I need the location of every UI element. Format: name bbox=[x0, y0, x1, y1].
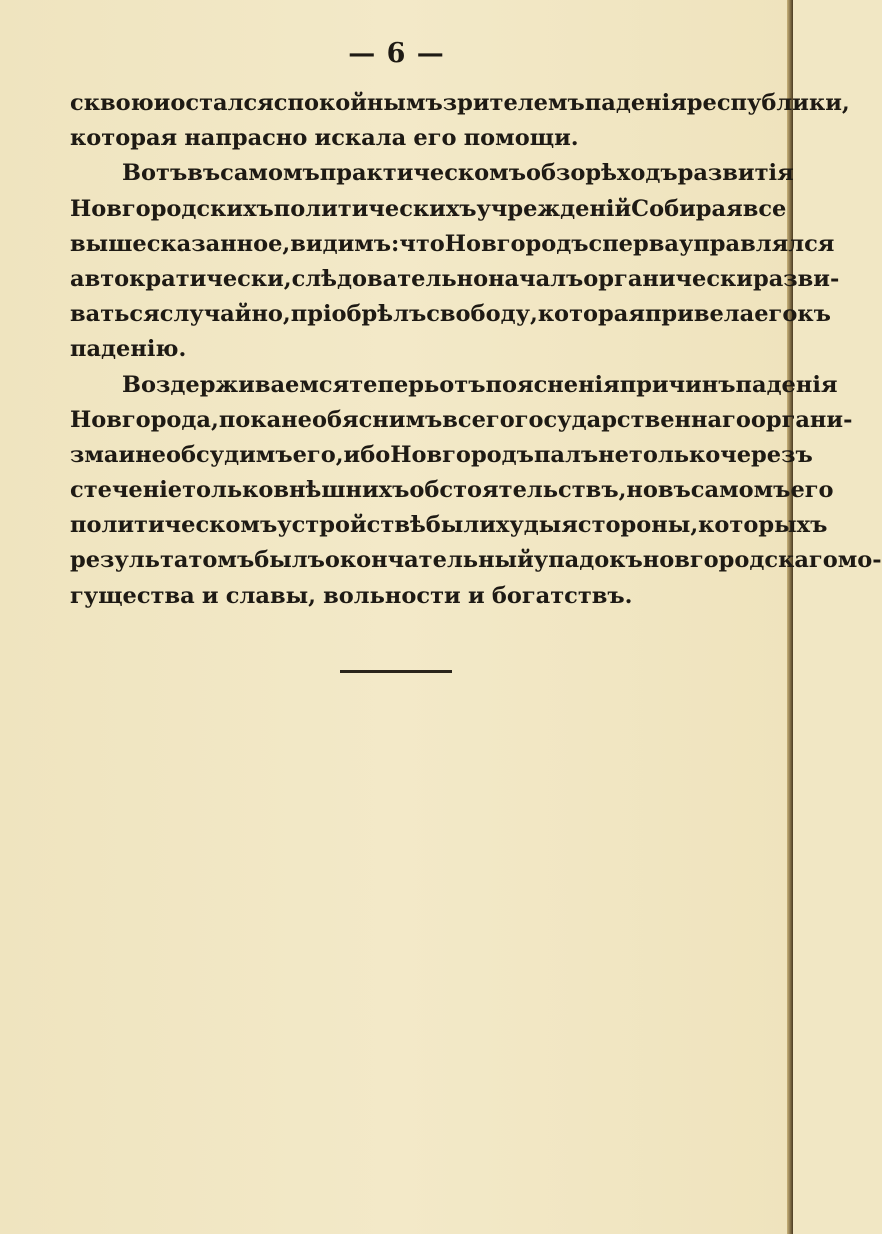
word: привела bbox=[644, 301, 755, 328]
word: вольности bbox=[323, 582, 461, 609]
word: стеченіе bbox=[70, 477, 183, 504]
text-line bbox=[70, 403, 853, 438]
word: и bbox=[153, 90, 171, 116]
word: слѣдовательно bbox=[291, 265, 489, 292]
word: самомъ bbox=[690, 477, 791, 504]
word: сквою bbox=[70, 90, 154, 116]
word: богатствъ. bbox=[491, 582, 633, 609]
word: практическомъ bbox=[319, 160, 526, 187]
word: обсудимъ bbox=[165, 441, 293, 468]
word: самомъ bbox=[220, 160, 320, 187]
word: политическихъ bbox=[273, 195, 477, 222]
word: Новгородъ bbox=[390, 441, 534, 468]
word: его bbox=[754, 301, 798, 328]
body-text bbox=[70, 86, 882, 614]
word: черезъ bbox=[720, 441, 813, 468]
word: былъ bbox=[254, 547, 325, 574]
text-line bbox=[70, 508, 828, 543]
word: худыя bbox=[495, 512, 578, 539]
word: государственнаго bbox=[514, 406, 751, 433]
text-line bbox=[70, 473, 834, 508]
word: гущества bbox=[70, 582, 195, 609]
word: результатомъ bbox=[70, 547, 255, 574]
word: Собирая bbox=[631, 195, 743, 222]
closing-rule bbox=[340, 670, 452, 673]
word: сказанное, bbox=[146, 230, 291, 257]
word: разви- bbox=[752, 265, 840, 292]
word: политическомъ bbox=[70, 512, 278, 539]
word: были bbox=[425, 512, 496, 539]
word: началъ bbox=[488, 265, 584, 292]
word: ваться bbox=[70, 301, 160, 328]
word: къ bbox=[797, 301, 831, 328]
word: не bbox=[598, 441, 629, 468]
word: развитія bbox=[677, 160, 794, 187]
text-line bbox=[70, 262, 840, 297]
word: обстоятельствъ, bbox=[409, 477, 627, 504]
page-number: — 6 — bbox=[348, 38, 445, 69]
word: случайно, bbox=[159, 301, 291, 328]
word: остался bbox=[170, 90, 274, 116]
word: Новгорода, bbox=[70, 406, 219, 433]
word: сперва bbox=[588, 230, 679, 257]
word: но bbox=[626, 477, 658, 504]
word: обяснимъ bbox=[311, 406, 443, 433]
word: поясненія bbox=[485, 371, 620, 398]
text-line bbox=[70, 297, 831, 332]
word: отъ bbox=[439, 371, 486, 398]
word: обзорѣ bbox=[525, 160, 617, 187]
word: искала bbox=[314, 125, 407, 152]
word: всего bbox=[442, 406, 515, 433]
word: въ bbox=[187, 160, 221, 187]
word: республики, bbox=[686, 90, 850, 116]
word: и bbox=[467, 582, 485, 609]
word: напрасно bbox=[184, 125, 308, 152]
word: его, bbox=[292, 441, 344, 468]
word: органи- bbox=[750, 406, 853, 433]
word: палъ bbox=[533, 441, 599, 468]
word: только bbox=[628, 441, 721, 468]
word: которыхъ bbox=[698, 512, 828, 539]
text-line bbox=[70, 121, 753, 156]
word: его bbox=[413, 125, 457, 152]
word: не bbox=[135, 441, 166, 468]
text-line bbox=[70, 579, 753, 614]
word: его bbox=[790, 477, 834, 504]
word: Новгородскихъ bbox=[70, 195, 274, 222]
word: Новгородъ bbox=[444, 230, 589, 257]
word: которая bbox=[537, 301, 645, 328]
word: все bbox=[742, 195, 787, 222]
word: органически bbox=[583, 265, 753, 292]
word: причинъ bbox=[619, 371, 736, 398]
word: теперь bbox=[349, 371, 440, 398]
word: только bbox=[182, 477, 274, 504]
text-line bbox=[70, 368, 838, 403]
word: ходъ bbox=[616, 160, 678, 187]
word: зма bbox=[70, 441, 119, 468]
word: выше bbox=[70, 230, 147, 257]
word: устройствѣ bbox=[277, 512, 426, 539]
word: и bbox=[118, 441, 136, 468]
word: и bbox=[201, 582, 219, 609]
word: паденію. bbox=[70, 336, 187, 363]
word: спокойнымъ bbox=[273, 90, 443, 116]
word: автократически, bbox=[70, 265, 292, 292]
word: Вотъ bbox=[122, 160, 188, 187]
text-line bbox=[70, 438, 813, 473]
word: пока bbox=[218, 406, 282, 433]
word: мо- bbox=[837, 547, 882, 574]
text-line bbox=[70, 227, 835, 262]
text-line bbox=[70, 192, 787, 227]
word: внѣшнихъ bbox=[273, 477, 410, 504]
word: окончательный bbox=[324, 547, 534, 574]
text-line bbox=[70, 543, 882, 578]
word: стороны, bbox=[577, 512, 699, 539]
word: свободу, bbox=[426, 301, 538, 328]
word: Воздерживаемся bbox=[122, 371, 350, 398]
word: не bbox=[281, 406, 312, 433]
word: паденія bbox=[584, 90, 687, 116]
text-line bbox=[70, 332, 753, 367]
word: помощи. bbox=[463, 125, 579, 152]
word: новгородскаго bbox=[642, 547, 838, 574]
word: упадокъ bbox=[533, 547, 643, 574]
word: славы, bbox=[225, 582, 316, 609]
word: что bbox=[399, 230, 445, 257]
word: въ bbox=[657, 477, 691, 504]
word: которая bbox=[70, 125, 178, 152]
word: управлялся bbox=[678, 230, 835, 257]
word: зрителемъ bbox=[442, 90, 585, 116]
word: пріобрѣлъ bbox=[290, 301, 427, 328]
word: видимъ: bbox=[290, 230, 400, 257]
word: учрежденій bbox=[476, 195, 632, 222]
text-line bbox=[70, 156, 794, 191]
text-line bbox=[70, 86, 850, 121]
word: паденія bbox=[735, 371, 838, 398]
word: ибо bbox=[343, 441, 391, 468]
